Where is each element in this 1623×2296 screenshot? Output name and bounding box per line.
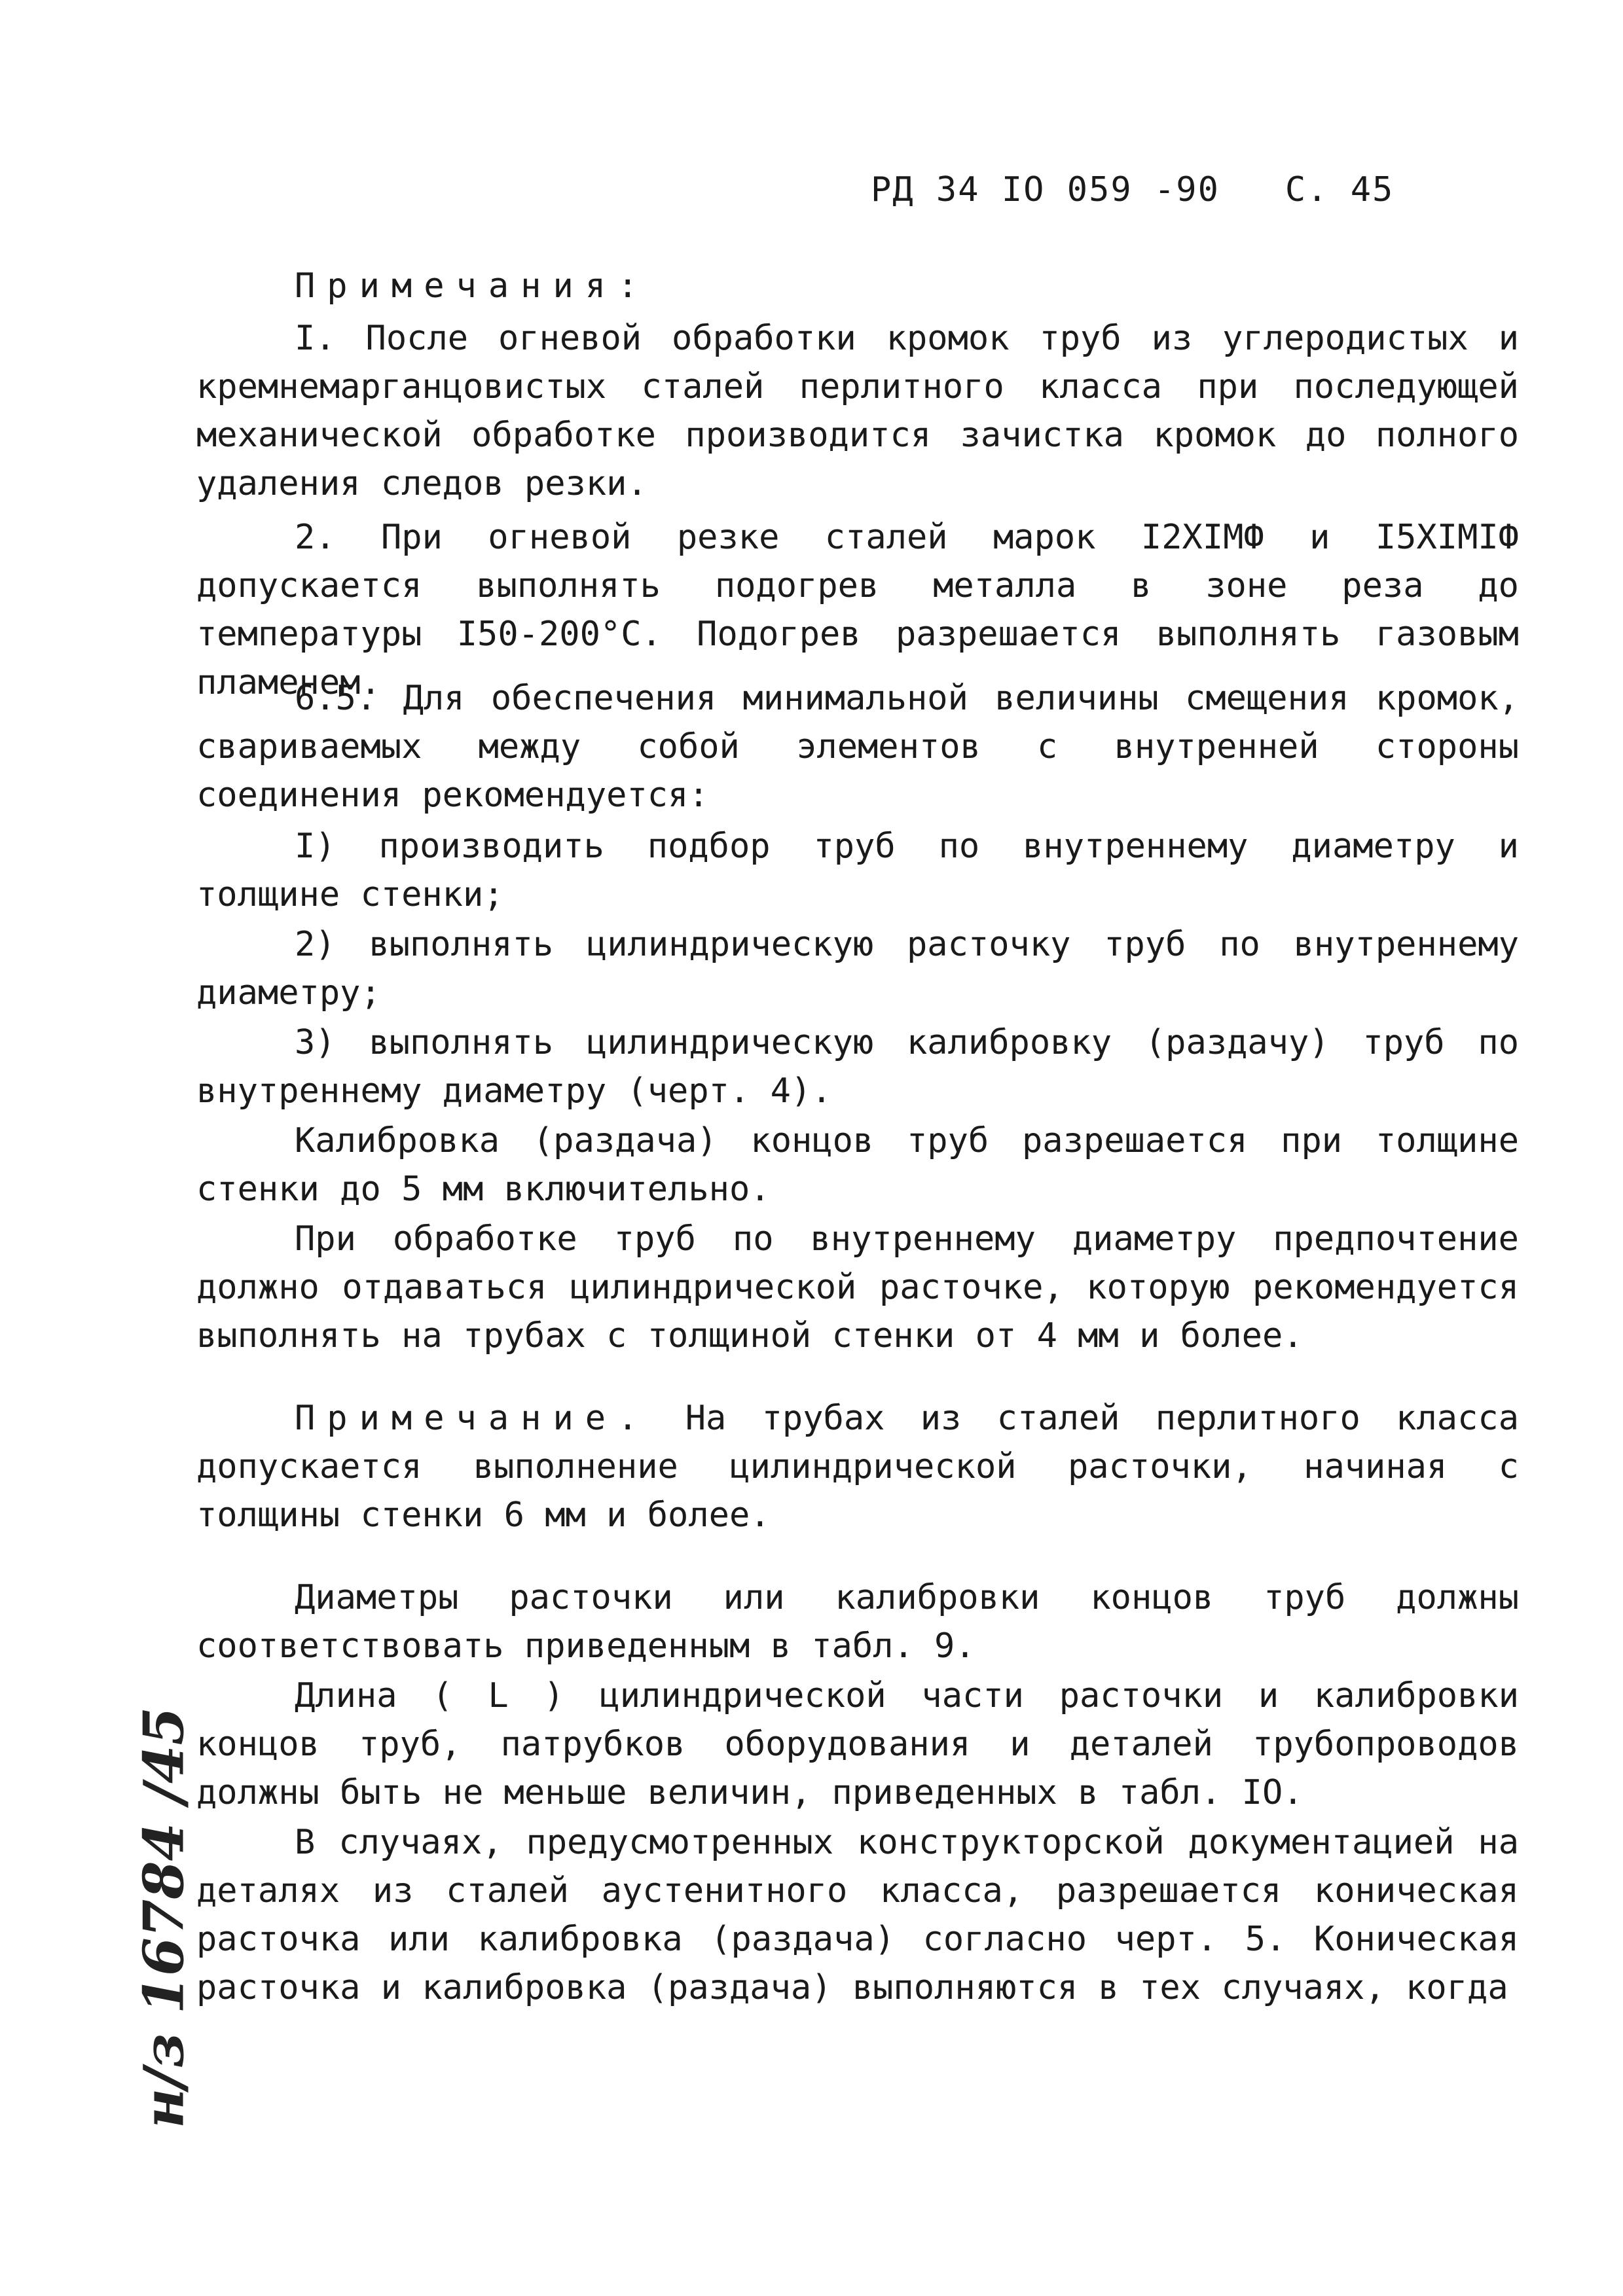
cases-paragraph: В случаях, предусмотренных конструкторской документацией на деталях из сталей аустенитного класса, разрешается коническая расточка или калибровка (раздача) согласно черт. 5. Коническая расточка и калибровка (раздача) выполняются в тех случаях, когда xyxy=(196,1823,1519,2007)
list-item-2: 2) выполнять цилиндрическую расточку труб по внутреннему диаметру; xyxy=(196,925,1519,1013)
section-6-5-intro: 6.5. Для обеспечения минимальной величины смещения кромок, свариваемых между собой элементов с внутренней стороны соединения рекомендуется: xyxy=(196,679,1519,815)
note-item-1: I. После огневой обработки кромок труб из углеродистых и кремнемарганцовистых сталей перлитного класса при последующей механической обработке производится зачистка кромок до полного удаления следов резки. xyxy=(196,319,1519,503)
margin-stamp xyxy=(111,1689,216,2147)
note-paragraph xyxy=(196,1394,1519,1539)
list-item-3: 3) выполнять цилиндрическую калибровку (раздачу) труб по внутреннему диаметру (черт. 4). xyxy=(196,1023,1519,1111)
document-code: РД 34 IO 059 -90 xyxy=(871,170,1220,209)
page-header xyxy=(871,170,1394,209)
note-text: На трубах из сталей перлитного класса допускается выполнение цилиндрической расточки, начиная с толщины стенки 6 мм и более. xyxy=(196,1399,1519,1535)
note-label: Примечание. xyxy=(295,1399,650,1438)
note-item-2: 2. При огневой резке сталей марок I2XIМФ и I5XIMIФ допускается выполнять подогрев металла в зоне реза до температуры I50-200°С. Подогрев разрешается выполнять газовым пламенем. xyxy=(196,518,1519,702)
length-paragraph: Длина ( L ) цилиндрической части расточки и калибровки концов труб, патрубков оборудования и деталей трубопроводов должны быть не меньше величин, приведенных в табл. IO. xyxy=(196,1676,1519,1812)
page-number: С. 45 xyxy=(1285,170,1395,209)
handwritten-inventory-number: н/з 16784 /45 xyxy=(131,1707,196,2128)
calibration-paragraph: Калибровка (раздача) концов труб разрешается при толщине стенки до 5 мм включительно. xyxy=(196,1121,1519,1209)
notes-title: Примечания: xyxy=(295,266,650,306)
diameters-paragraph: Диаметры расточки или калибровки концов труб должны соответствовать приведенным в табл. 9. xyxy=(196,1578,1519,1666)
list-item-1: I) производить подбор труб по внутреннему диаметру и толщине стенки; xyxy=(196,827,1519,914)
preference-paragraph: При обработке труб по внутреннему диаметру предпочтение должно отдаваться цилиндрической расточке, которую рекомендуется выполнять на трубах с толщиной стенки от 4 мм и более. xyxy=(196,1219,1519,1355)
